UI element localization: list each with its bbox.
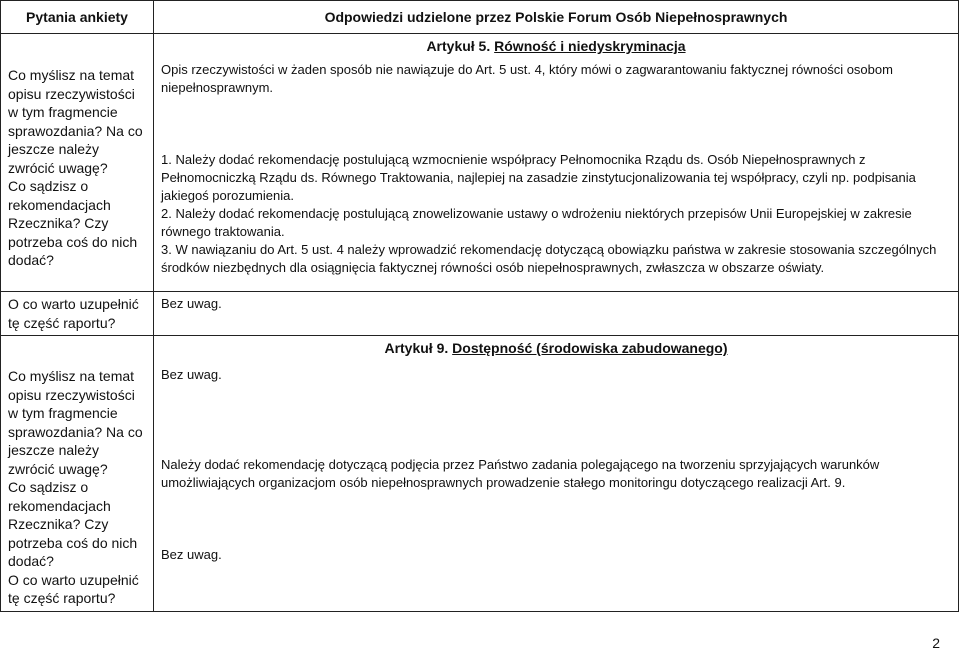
section2-title-underlined: Dostępność (środowiska zabudowanego) — [452, 340, 728, 356]
section1-q3-row — [1, 292, 959, 336]
section1-answer-1: Opis rzeczywistości w żaden sposób nie nawiązuje do Art. 5 ust. 4, który mówi o zagwarantowaniu faktycznej równości osobom niepełnosprawnym. — [161, 62, 893, 95]
section1-title-underlined: Równość i niedyskryminacja — [494, 38, 686, 54]
section2-answers — [154, 336, 959, 612]
section2-answer-3: Bez uwag. — [161, 547, 222, 562]
section1-question-3: O co warto uzupełnić tę część raportu? — [1, 292, 154, 336]
section1-answers — [154, 34, 959, 292]
header-questions: Pytania ankiety — [1, 1, 154, 34]
section1-answer-2-2: 2. Należy dodać rekomendację postulującą znowelizowanie ustawy o wdrożeniu niektórych przepisów Unii Europejskiej w zakresie równego traktowania. — [161, 206, 912, 239]
section2-questions — [1, 336, 154, 612]
section1-question-1: Co myślisz na temat opisu rzeczywistości w tym fragmencie sprawozdania? Na co jeszcze należy zwrócić uwagę? — [8, 67, 143, 176]
section2-question-2: Co sądzisz o rekomendacjach Rzecznika? Czy potrzeba coś do nich dodać? — [8, 479, 138, 569]
section1-q1-row — [1, 34, 959, 292]
header-answers: Odpowiedzi udzielone przez Polskie Forum Osób Niepełnosprawnych — [154, 1, 959, 34]
section1-questions — [1, 34, 154, 292]
section1-answer-3 — [154, 292, 959, 336]
section2-row — [1, 336, 959, 612]
section1-title-prefix: Artykuł 5. — [426, 38, 495, 54]
section1-title — [161, 37, 951, 55]
section2-title-prefix: Artykuł 9. — [384, 340, 453, 356]
section2-answer-2: Należy dodać rekomendację dotyczącą podjęcia przez Państwo zadania polegającego na tworzeniu sprzyjających warunków umożliwiających organizacjom osób niepełnosprawnych prowadzenie stałego monitoringu dotyczącego realizacji Art. 9. — [161, 457, 880, 490]
section1-answer-2-3: 3. W nawiązaniu do Art. 5 ust. 4 należy wprowadzić rekomendację dotyczącą obowiązku państwa w zakresie stosowania szczególnych środków niezbędnych dla osiągnięcia faktycznej równości osób niepełnosprawnych, zwłaszcza w obszarze oświaty. — [161, 242, 937, 275]
section2-question-3: O co warto uzupełnić tę część raportu? — [8, 571, 139, 606]
header-row — [1, 1, 959, 34]
section1-answer-2-1: 1. Należy dodać rekomendację postulującą wzmocnienie współpracy Pełnomocnika Rządu ds. Osób Niepełnosprawnych z Pełnomocniczką Rządu ds. Równego Traktowania, najlepiej na zasadzie zinstytucjonalizowania tej współpracy, czyli np. podpisania jakiegoś porozumienia. — [161, 152, 916, 203]
section1-question-2: Co sądzisz o rekomendacjach Rzecznika? Czy potrzeba coś do nich dodać? — [8, 178, 138, 268]
page-number: 2 — [932, 635, 940, 651]
section1-answer-3-text: Bez uwag. — [161, 296, 222, 311]
section2-question-1: Co myślisz na temat opisu rzeczywistości w tym fragmencie sprawozdania? Na co jeszcze należy zwrócić uwagę? — [8, 368, 143, 477]
section2-answer-1: Bez uwag. — [161, 367, 222, 382]
section2-title — [161, 339, 951, 357]
